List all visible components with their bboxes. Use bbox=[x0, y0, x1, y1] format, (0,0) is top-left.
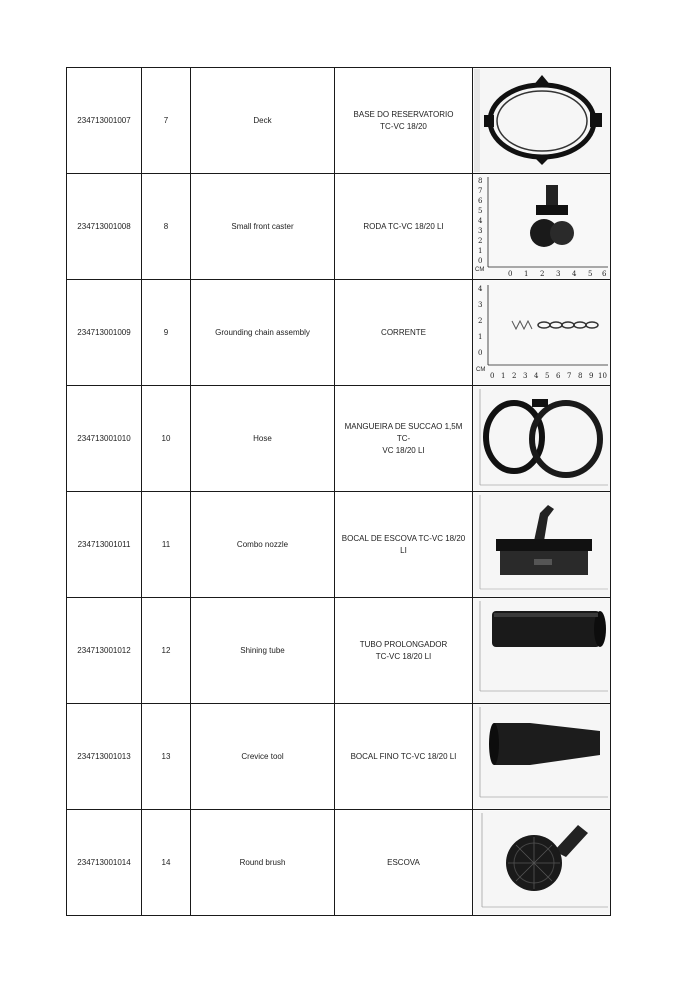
parts-table bbox=[66, 67, 611, 916]
table-row bbox=[67, 492, 611, 598]
ruler-label: 8 bbox=[577, 372, 582, 380]
ruler-label: 3 bbox=[477, 301, 482, 309]
ruler-unit: CM bbox=[475, 367, 485, 373]
part-code: 234713001009 bbox=[67, 280, 142, 386]
table-row bbox=[67, 280, 611, 386]
description-pt: BASE DO RESERVATORIO TC-VC 18/20 bbox=[335, 68, 473, 174]
item-number: 13 bbox=[142, 704, 191, 810]
ruler-label: 3 bbox=[477, 227, 482, 235]
ruler-label: 3 bbox=[522, 372, 527, 380]
ruler-label: 0 bbox=[477, 349, 482, 357]
description-en: Hose bbox=[191, 386, 335, 492]
description-pt: ESCOVA bbox=[335, 810, 473, 916]
description-en: Combo nozzle bbox=[191, 492, 335, 598]
ruler-label: 5 bbox=[587, 270, 592, 278]
ruler-label: 5 bbox=[477, 207, 482, 215]
ruler-label: 0 bbox=[489, 372, 494, 380]
part-code: 234713001010 bbox=[67, 386, 142, 492]
ruler-label: 10 bbox=[597, 372, 607, 380]
item-number: 14 bbox=[142, 810, 191, 916]
description-pt: CORRENTE bbox=[335, 280, 473, 386]
ruler-label: 4 bbox=[477, 217, 482, 225]
item-number: 9 bbox=[142, 280, 191, 386]
table-row bbox=[67, 704, 611, 810]
hose-photo bbox=[474, 387, 610, 490]
part-code: 234713001014 bbox=[67, 810, 142, 916]
part-code: 234713001008 bbox=[67, 174, 142, 280]
description-pt: BOCAL DE ESCOVA TC-VC 18/20 LI bbox=[335, 492, 473, 598]
part-code: 234713001012 bbox=[67, 598, 142, 704]
description-en: Deck bbox=[191, 68, 335, 174]
ruler-label: 0 bbox=[477, 257, 482, 265]
ruler-label: 1 bbox=[523, 270, 528, 278]
description-en: Shining tube bbox=[191, 598, 335, 704]
description-pt: RODA TC-VC 18/20 LI bbox=[335, 174, 473, 280]
table-row bbox=[67, 810, 611, 916]
part-code: 234713001011 bbox=[67, 492, 142, 598]
caster-photo bbox=[474, 175, 610, 278]
description-pt: MANGUEIRA DE SUCCAO 1,5M TC- VC 18/20 LI bbox=[335, 386, 473, 492]
table-row bbox=[67, 68, 611, 174]
ruler-unit: CM bbox=[474, 267, 484, 273]
tube-photo bbox=[474, 599, 610, 702]
ruler-label: 4 bbox=[533, 372, 538, 380]
table-row bbox=[67, 174, 611, 280]
crevice-tool-photo bbox=[474, 705, 610, 808]
ruler-label: 2 bbox=[539, 270, 544, 278]
ruler-label: 9 bbox=[588, 372, 593, 380]
ruler-label: 7 bbox=[477, 187, 482, 195]
ruler-label: 4 bbox=[571, 270, 576, 278]
ruler-label: 0 bbox=[507, 270, 512, 278]
ruler-label: 1 bbox=[477, 247, 482, 255]
ruler-label: 4 bbox=[477, 285, 482, 293]
part-code: 234713001007 bbox=[67, 68, 142, 174]
item-number: 10 bbox=[142, 386, 191, 492]
deck-photo bbox=[474, 69, 610, 172]
description-en: Small front caster bbox=[191, 174, 335, 280]
ruler-vertical bbox=[478, 177, 483, 265]
description-en: Grounding chain assembly bbox=[191, 280, 335, 386]
ruler-label: 1 bbox=[500, 372, 505, 380]
item-number: 8 bbox=[142, 174, 191, 280]
description-en: Crevice tool bbox=[191, 704, 335, 810]
description-pt: BOCAL FINO TC-VC 18/20 LI bbox=[335, 704, 473, 810]
ruler-label: 6 bbox=[555, 372, 560, 380]
ruler-label: 6 bbox=[477, 197, 482, 205]
item-number: 7 bbox=[142, 68, 191, 174]
chain-photo bbox=[474, 281, 610, 384]
combo-nozzle-photo bbox=[474, 493, 610, 596]
ruler-label: 1 bbox=[477, 333, 482, 341]
ruler-label: 2 bbox=[477, 237, 482, 245]
ruler-label: 7 bbox=[566, 372, 571, 380]
part-code: 234713001013 bbox=[67, 704, 142, 810]
ruler-label: 2 bbox=[477, 317, 482, 325]
table-row bbox=[67, 598, 611, 704]
description-en: Round brush bbox=[191, 810, 335, 916]
ruler-label: 6 bbox=[601, 270, 606, 278]
ruler-label: 2 bbox=[511, 372, 516, 380]
round-brush-photo bbox=[474, 811, 610, 914]
ruler-label: 8 bbox=[477, 177, 482, 185]
ruler-label: 5 bbox=[544, 372, 549, 380]
description-pt: TUBO PROLONGADOR TC-VC 18/20 LI bbox=[335, 598, 473, 704]
table-row bbox=[67, 386, 611, 492]
ruler-label: 3 bbox=[555, 270, 560, 278]
item-number: 12 bbox=[142, 598, 191, 704]
item-number: 11 bbox=[142, 492, 191, 598]
